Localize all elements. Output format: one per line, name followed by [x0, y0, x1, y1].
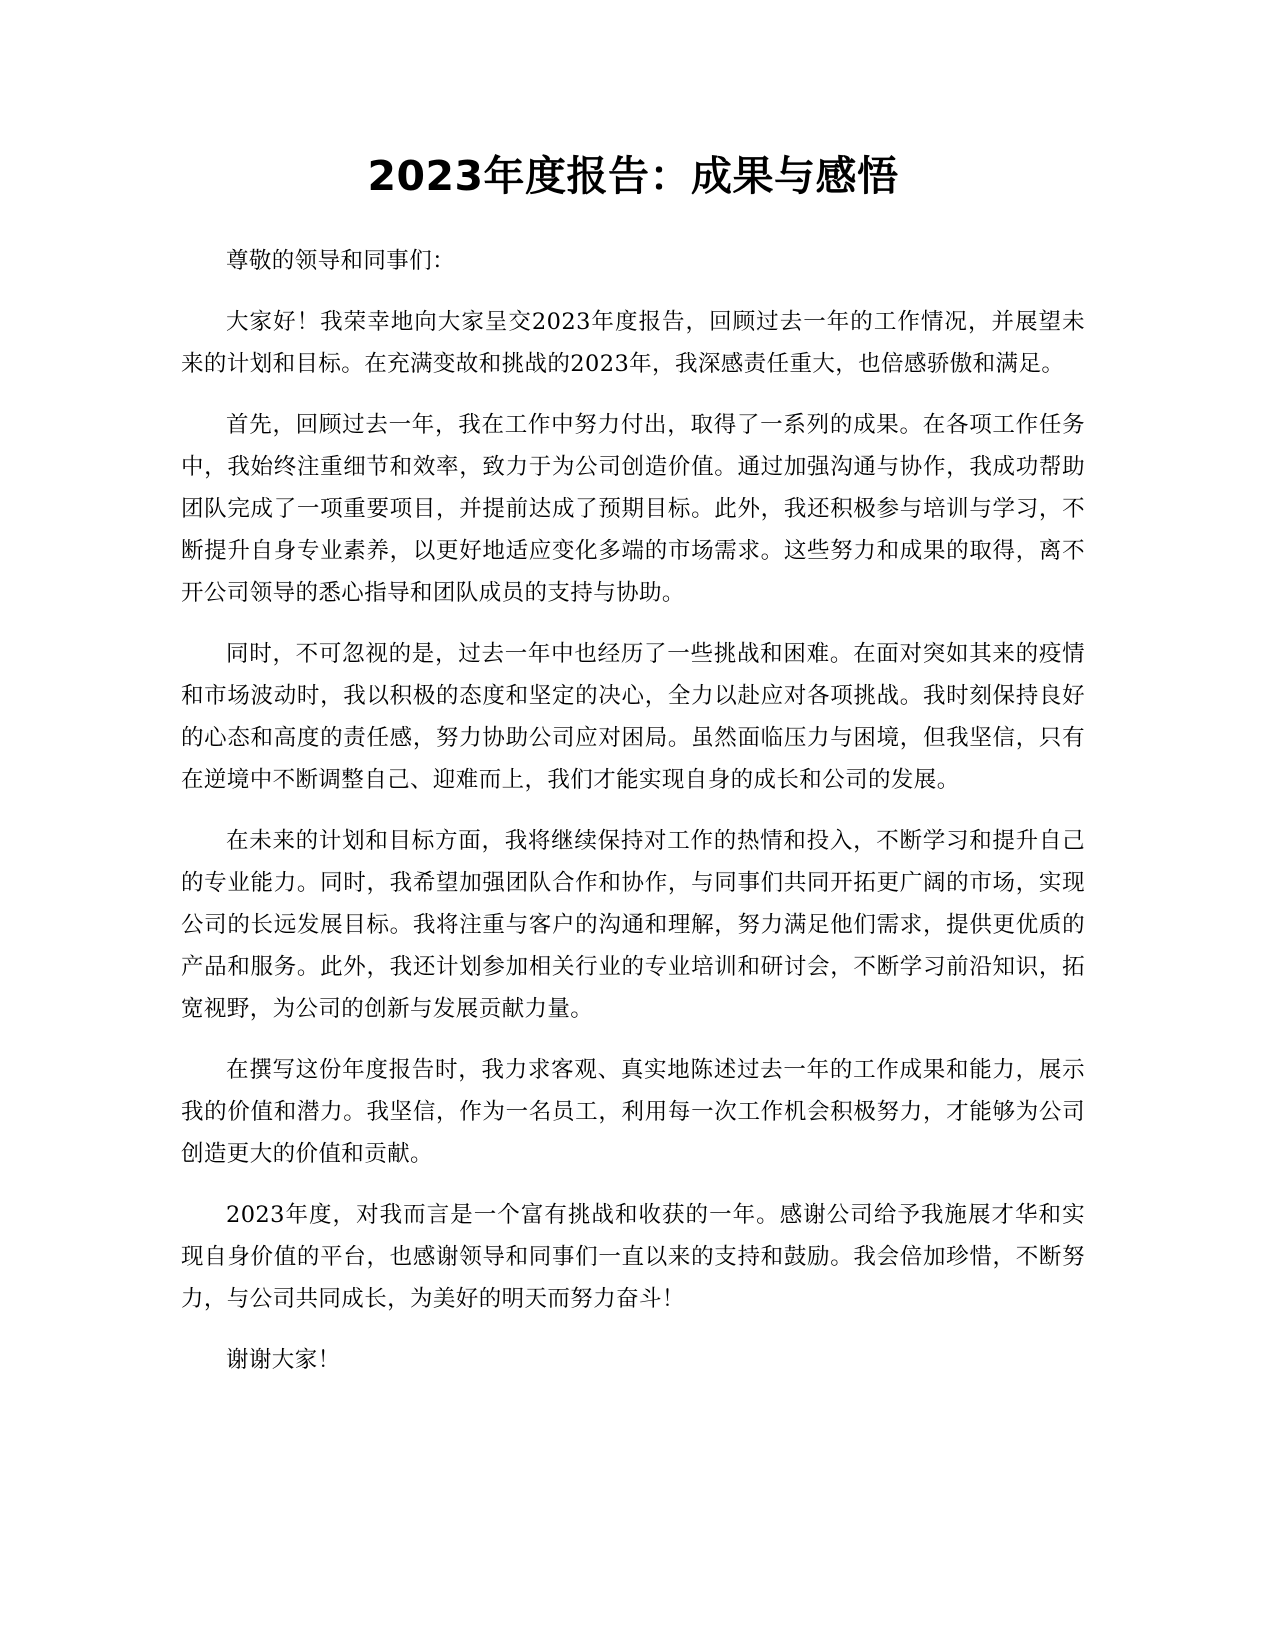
paragraph-challenges: 同时，不可忽视的是，过去一年中也经历了一些挑战和困难。在面对突如其来的疫情和市场波动时，我以积极的态度和坚定的决心，全力以赴应对各项挑战。我时刻保持良好的心态和高度的责任感，努力协助公司应对困局。虽然面临压力与困境，但我坚信，只有在逆境中不断调整自己、迎难而上，我们才能实现自身的成长和公司的发展。 — [181, 641, 1085, 793]
paragraph-opening: 大家好！我荣幸地向大家呈交2023年度报告，回顾过去一年的工作情况，并展望未来的计划和目标。在充满变故和挑战的2023年，我深感责任重大，也倍感骄傲和满足。 — [181, 309, 1085, 377]
paragraph-conclusion: 2023年度，对我而言是一个富有挑战和收获的一年。感谢公司给予我施展才华和实现自身价值的平台，也感谢领导和同事们一直以来的支持和鼓励。我会倍加珍惜，不断努力，与公司共同成长，为美好的明天而努力奋斗！ — [181, 1202, 1085, 1312]
paragraph-achievements: 首先，回顾过去一年，我在工作中努力付出，取得了一系列的成果。在各项工作任务中，我始终注重细节和效率，致力于为公司创造价值。通过加强沟通与协作，我成功帮助团队完成了一项重要项目，并提前达成了预期目标。此外，我还积极参与培训与学习，不断提升自身专业素养，以更好地适应变化多端的市场需求。这些努力和成果的取得，离不开公司领导的悉心指导和团队成员的支持与协助。 — [181, 412, 1085, 606]
paragraph-future-plans: 在未来的计划和目标方面，我将继续保持对工作的热情和投入，不断学习和提升自己的专业能力。同时，我希望加强团队合作和协作，与同事们共同开拓更广阔的市场，实现公司的长远发展目标。我将注重与客户的沟通和理解，努力满足他们需求，提供更优质的产品和服务。此外，我还计划参加相关行业的专业培训和研讨会，不断学习前沿知识，拓宽视野，为公司的创新与发展贡献力量。 — [181, 828, 1085, 1022]
document-body — [181, 240, 1085, 1400]
paragraph-reflection: 在撰写这份年度报告时，我力求客观、真实地陈述过去一年的工作成果和能力，展示我的价值和潜力。我坚信，作为一名员工，利用每一次工作机会积极努力，才能够为公司创造更大的价值和贡献。 — [181, 1057, 1085, 1167]
closing: 谢谢大家！ — [226, 1347, 341, 1373]
greeting: 尊敬的领导和同事们： — [226, 248, 456, 274]
document-title: 2023年度报告：成果与感悟 — [367, 152, 899, 200]
